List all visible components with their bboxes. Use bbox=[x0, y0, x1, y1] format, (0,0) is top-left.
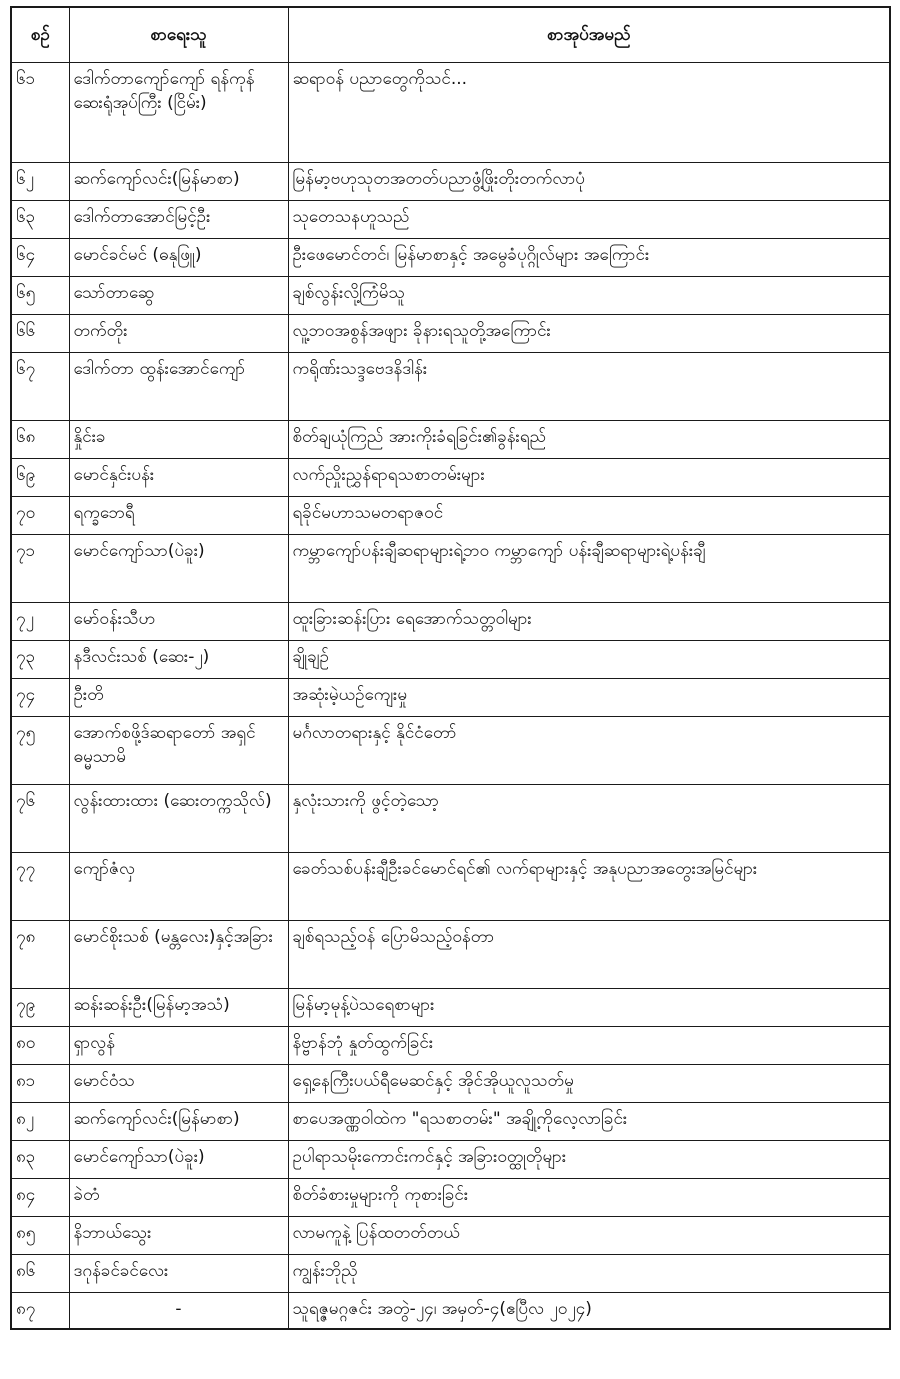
header-number: စဉ် bbox=[11, 7, 69, 63]
row-author: မော်ဝန်းသီဟ bbox=[69, 603, 288, 641]
row-author: ဒေါက်တာကျော်ကျော် ရန်ကုန်ဆေးရုံအုပ်ကြီး (ငြိမ်း) bbox=[69, 63, 288, 163]
row-author: မောင်ဝံသ bbox=[69, 1065, 288, 1103]
table-row bbox=[11, 717, 890, 785]
row-number: ၇၈ bbox=[11, 921, 69, 989]
table-row bbox=[11, 1179, 890, 1217]
row-number: ၆၅ bbox=[11, 277, 69, 315]
row-number: ၇၁ bbox=[11, 535, 69, 603]
row-number: ၈၅ bbox=[11, 1217, 69, 1255]
row-title: ကရိုဏ်းသဒ္ဒဗေဒနိဒါန်း bbox=[288, 353, 890, 421]
row-author: အောက်စဖို့ဒ်ဆရာတော် အရှင်ဓမ္မသာမိ bbox=[69, 717, 288, 785]
row-title: ချိုချဉ် bbox=[288, 641, 890, 679]
row-title: မြန်မာ့မုန့်ပဲသရေစာများ bbox=[288, 989, 890, 1027]
row-number: ၇၂ bbox=[11, 603, 69, 641]
row-number: ၇၆ bbox=[11, 785, 69, 853]
row-title: လက်ညှိုးညွှန်ရာရသစာတမ်းများ bbox=[288, 459, 890, 497]
row-author: မောင်နှင်းပန်း bbox=[69, 459, 288, 497]
row-title: အဆုံးမဲ့ယဉ်ကျေးမှု bbox=[288, 679, 890, 717]
row-author: ဒဂုန်ခင်ခင်လေး bbox=[69, 1255, 288, 1293]
header-title: စာအုပ်အမည် bbox=[288, 7, 890, 63]
row-title: ချစ်လွန်းလို့ကြံမိသူ bbox=[288, 277, 890, 315]
row-title: မြန်မာ့ဗဟုသုတအတတ်ပညာဖွံ့ဖြိုးတိုးတက်လာပုံ bbox=[288, 163, 890, 201]
row-author: နဒီလင်းသစ် (ဆေး-၂) bbox=[69, 641, 288, 679]
row-author: မောင်ကျော်သာ(ပဲခူး) bbox=[69, 1141, 288, 1179]
table-row bbox=[11, 1027, 890, 1065]
row-author: ဆက်ကျော်လင်း(မြန်မာစာ) bbox=[69, 1103, 288, 1141]
table-row bbox=[11, 989, 890, 1027]
row-number: ၆၈ bbox=[11, 421, 69, 459]
row-number: ၆၃ bbox=[11, 201, 69, 239]
row-number: ၇၀ bbox=[11, 497, 69, 535]
table-row bbox=[11, 163, 890, 201]
table-row bbox=[11, 201, 890, 239]
row-author: တက်တိုး bbox=[69, 315, 288, 353]
row-author: နိဘာယ်သွေး bbox=[69, 1217, 288, 1255]
row-title: ခေတ်သစ်ပန်းချီဦးခင်မောင်ရင်၏ လက်ရာများနှင့် အနုပညာအတွေးအမြင်များ bbox=[288, 853, 890, 921]
table-row bbox=[11, 679, 890, 717]
table-row bbox=[11, 1103, 890, 1141]
row-number: ၈၆ bbox=[11, 1255, 69, 1293]
row-number: ၈၃ bbox=[11, 1141, 69, 1179]
row-title: သုတေသနဟူသည် bbox=[288, 201, 890, 239]
row-number: ၈၁ bbox=[11, 1065, 69, 1103]
row-author: ဆန်းဆန်းဦး(မြန်မာ့အသံ) bbox=[69, 989, 288, 1027]
table-row bbox=[11, 1255, 890, 1293]
row-number: ၇၄ bbox=[11, 679, 69, 717]
table-row bbox=[11, 1217, 890, 1255]
row-author: ဦးတိ bbox=[69, 679, 288, 717]
table-row bbox=[11, 277, 890, 315]
row-title: နိဗ္ဗာန်ဘုံ နှုတ်ထွက်ခြင်း bbox=[288, 1027, 890, 1065]
row-title: ရှေ့နေကြီးပယ်ရီမေဆင်နှင့် အိုင်အိုယူလူသတ်မှု bbox=[288, 1065, 890, 1103]
row-author: ဆက်ကျော်လင်း(မြန်မာစာ) bbox=[69, 163, 288, 201]
row-number: ၈၄ bbox=[11, 1179, 69, 1217]
table-row bbox=[11, 1065, 890, 1103]
row-author: - bbox=[69, 1293, 288, 1329]
table-row bbox=[11, 853, 890, 921]
row-title: ချစ်ရသည့်ဝန် ပြောမိသည့်ဝန်တာ bbox=[288, 921, 890, 989]
row-title: စာပေအဏ္ဏဝါထဲက "ရသစာတမ်း" အချို့ကိုလေ့လာခြင်း bbox=[288, 1103, 890, 1141]
table-header-row bbox=[11, 7, 890, 63]
row-author: မောင်စိုးသစ် (မန္တလေး)နှင့်အခြား bbox=[69, 921, 288, 989]
row-number: ၆၆ bbox=[11, 315, 69, 353]
row-number: ၈၇ bbox=[11, 1293, 69, 1329]
row-number: ၆၂ bbox=[11, 163, 69, 201]
row-number: ၈၀ bbox=[11, 1027, 69, 1065]
row-author: သော်တာဆွေ bbox=[69, 277, 288, 315]
table-row bbox=[11, 421, 890, 459]
row-number: ၇၇ bbox=[11, 853, 69, 921]
row-author: ရှာလွန် bbox=[69, 1027, 288, 1065]
row-author: လွန်းထားထား (ဆေးတက္ကသိုလ်) bbox=[69, 785, 288, 853]
row-number: ၇၃ bbox=[11, 641, 69, 679]
row-author: မောင်ကျော်သာ(ပဲခူး) bbox=[69, 535, 288, 603]
row-number: ၆၁ bbox=[11, 63, 69, 163]
row-title: ကမ္ဘာကျော်ပန်းချီဆရာများရဲ့ဘဝ ကမ္ဘာကျော် ပန်းချီဆရာများရဲ့ပန်းချီ bbox=[288, 535, 890, 603]
row-title: နှလုံးသားကို ဖွင့်တဲ့သော့ bbox=[288, 785, 890, 853]
table-row bbox=[11, 63, 890, 163]
table-row bbox=[11, 459, 890, 497]
row-title: ဆရာဝန် ပညာတွေကိုသင်... bbox=[288, 63, 890, 163]
document-page bbox=[10, 6, 889, 1330]
table-row bbox=[11, 921, 890, 989]
row-title: လူ့ဘဝအစွန်အဖျား ခိုနားရသူတို့အကြောင်း bbox=[288, 315, 890, 353]
row-title: ကျွန်းဘိုညို bbox=[288, 1255, 890, 1293]
row-title: ရခိုင်မဟာသမတရာဇဝင် bbox=[288, 497, 890, 535]
table-row bbox=[11, 535, 890, 603]
row-author: ခဲတံ bbox=[69, 1179, 288, 1217]
table-row bbox=[11, 1141, 890, 1179]
table-row bbox=[11, 353, 890, 421]
table-row bbox=[11, 603, 890, 641]
row-number: ၆၉ bbox=[11, 459, 69, 497]
row-title: ဥပါရာသမိုးကောင်းကင်နှင့် အခြားဝတ္ထုတိုများ bbox=[288, 1141, 890, 1179]
row-title: ထူးခြားဆန်းပြား ရေအောက်သတ္တဝါများ bbox=[288, 603, 890, 641]
table-row bbox=[11, 497, 890, 535]
row-number: ၇၅ bbox=[11, 717, 69, 785]
row-author: ဒေါက်တာအောင်မြင့်ဦး bbox=[69, 201, 288, 239]
row-title: စိတ်ခံစားမှုများကို ကုစားခြင်း bbox=[288, 1179, 890, 1217]
row-author: ကျော်ဇံလှ bbox=[69, 853, 288, 921]
row-title: လာမကူနဲ့ ပြန်ထတတ်တယ် bbox=[288, 1217, 890, 1255]
book-list-table bbox=[10, 6, 891, 1330]
row-title: မင်္ဂလာတရားနှင့် နိုင်ငံတော် bbox=[288, 717, 890, 785]
table-row bbox=[11, 239, 890, 277]
row-number: ၆၇ bbox=[11, 353, 69, 421]
header-author: စာရေးသူ bbox=[69, 7, 288, 63]
table-row bbox=[11, 641, 890, 679]
row-title: ဦးဖေမောင်တင်၊ မြန်မာစာနှင့် အမွေခံပုဂ္ဂိုလ်များ အကြောင်း bbox=[288, 239, 890, 277]
table-row bbox=[11, 785, 890, 853]
row-author: ရက္ခဘေရီ bbox=[69, 497, 288, 535]
row-number: ၈၂ bbox=[11, 1103, 69, 1141]
row-number: ၆၄ bbox=[11, 239, 69, 277]
row-title: သူရဇ္ဇမဂ္ဂဇင်း အတွဲ-၂၄၊ အမှတ်-၄(ဧပြီလ ၂၀၂၄) bbox=[288, 1293, 890, 1329]
row-title: စိတ်ချယုံကြည် အားကိုးခံရခြင်း၏ခွန်းရည် bbox=[288, 421, 890, 459]
table-row bbox=[11, 1293, 890, 1329]
table-row bbox=[11, 315, 890, 353]
row-author: မောင်ခင်မင် (ဓနုဖြူ) bbox=[69, 239, 288, 277]
row-number: ၇၉ bbox=[11, 989, 69, 1027]
row-author: ဒေါက်တာ ထွန်းအောင်ကျော် bbox=[69, 353, 288, 421]
row-author: နှိုင်းခ bbox=[69, 421, 288, 459]
